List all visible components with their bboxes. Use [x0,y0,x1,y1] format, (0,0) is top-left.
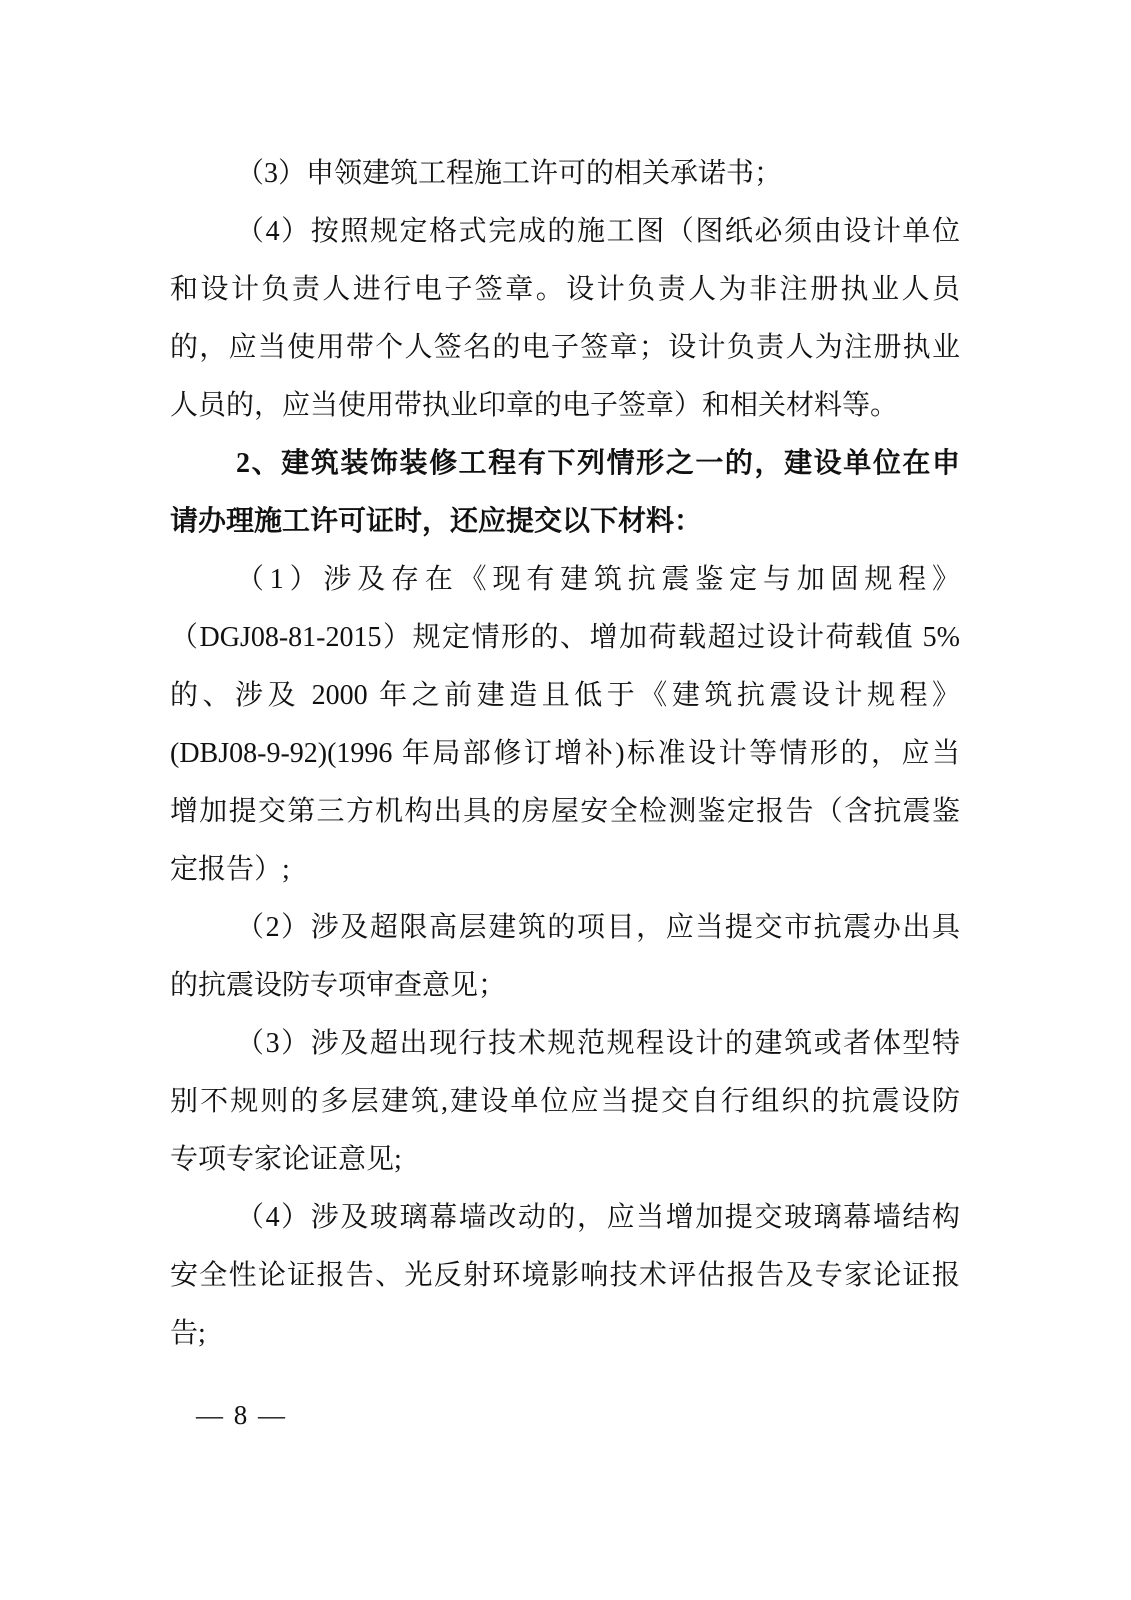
heading-line: 2、建筑装饰装修工程有下列情形之一的，建设单位在申 [236,448,960,479]
text-line: 增加提交第三方机构出具的房屋安全检测鉴定报告（含抗震鉴 [170,796,960,827]
text-line: 的、涉及 2000 年之前建造且低于《建筑抗震设计规程》 [170,680,960,711]
text-line: 别不规则的多层建筑,建设单位应当提交自行组织的抗震设防 [170,1086,960,1117]
page-number: — 8 — [196,1400,287,1430]
document-text-block [170,145,960,1363]
text-line: 告; [170,1318,206,1349]
text-line: （4）按照规定格式完成的施工图（图纸必须由设计单位 [236,216,960,247]
text-line: 的抗震设防专项审查意见； [170,970,507,1001]
text-line: 安全性论证报告、光反射环境影响技术评估报告及专家论证报 [170,1260,960,1291]
text-line: （3）涉及超出现行技术规范规程设计的建筑或者体型特 [236,1028,960,1059]
text-line: （2）涉及超限高层建筑的项目，应当提交市抗震办出具 [236,912,960,943]
text-line: （1）涉及存在《现有建筑抗震鉴定与加固规程》 [236,564,960,595]
text-line: 和设计负责人进行电子签章。设计负责人为非注册执业人员 [170,274,960,305]
text-line: （DGJ08-81-2015）规定情形的、增加荷载超过设计荷载值 5% [170,622,960,653]
text-line: （3）申领建筑工程施工许可的相关承诺书； [236,158,783,189]
text-line: 定报告）; [170,854,290,885]
text-line: （4）涉及玻璃幕墙改动的，应当增加提交玻璃幕墙结构 [236,1202,960,1233]
heading-line: 请办理施工许可证时，还应提交以下材料： [170,506,703,537]
text-line: 专项专家论证意见; [170,1144,402,1175]
text-line: 人员的，应当使用带执业印章的电子签章）和相关材料等。 [170,390,899,421]
text-line: (DBJ08-9-92)(1996 年局部修订增补)标准设计等情形的，应当 [170,738,960,769]
text-line: 的，应当使用带个人签名的电子签章；设计负责人为注册执业 [170,332,960,363]
